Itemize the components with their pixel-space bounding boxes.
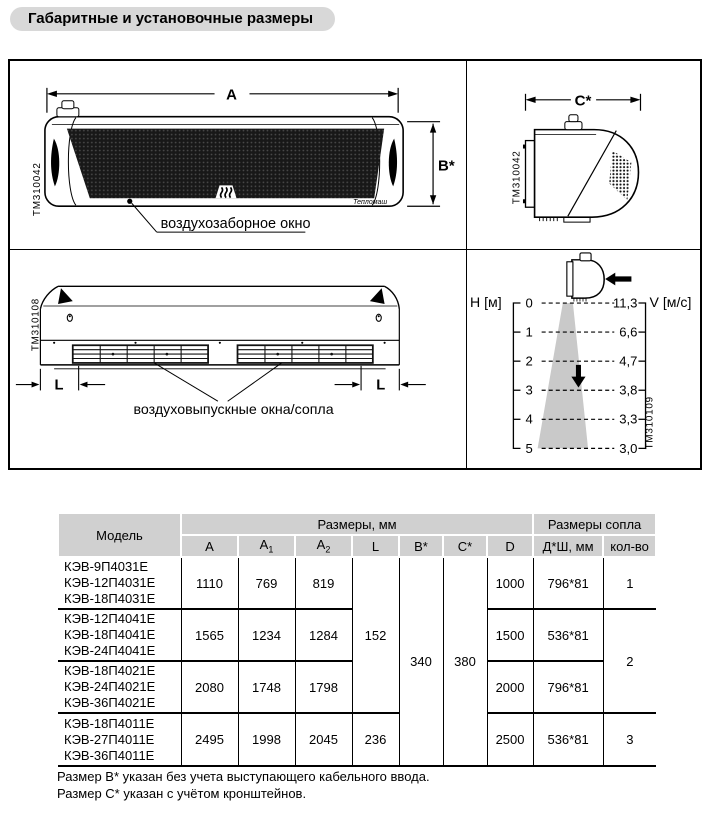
outlet-grille-right xyxy=(238,345,373,363)
right-corner-vent xyxy=(370,288,385,304)
col-header-model: Модель xyxy=(58,513,181,557)
tm-code-airflow: ТМ310109 xyxy=(644,396,656,450)
model-cell: КЭВ-18П4011Е КЭВ-27П4011Е КЭВ-36П4011Е xyxy=(58,713,181,766)
nozzle-qty-cell: 1 xyxy=(603,557,656,609)
dim-a-lines xyxy=(47,88,398,113)
unit-side-body xyxy=(523,115,638,222)
left-corner-vent xyxy=(58,288,73,304)
height-tick-4: 4 xyxy=(525,411,533,427)
dim-d-cell: 2000 xyxy=(487,661,533,713)
model-cell: КЭВ-9П4031Е КЭВ-12П4031Е КЭВ-18П4031Е xyxy=(58,557,181,609)
bottom-view-drawing xyxy=(10,250,467,468)
page-title: Габаритные и установочные размеры xyxy=(10,7,335,31)
dim-a2-cell: 2045 xyxy=(295,713,352,766)
velocity-value-5: 3,0 xyxy=(619,440,638,456)
dim-c-cell: 380 xyxy=(443,557,487,766)
dim-d-cell: 2500 xyxy=(487,713,533,766)
dim-l-lines xyxy=(16,366,426,394)
tm-code-front: ТМ310042 xyxy=(31,162,43,217)
height-tick-1: 1 xyxy=(525,324,533,340)
col-header-c: C* xyxy=(443,535,487,557)
table-row xyxy=(58,557,656,609)
footnote-c: Размер C* указан с учётом кронштейнов. xyxy=(57,785,307,801)
velocity-value-4: 3,3 xyxy=(619,411,638,427)
nozzle-size-cell: 536*81 xyxy=(533,609,603,661)
dim-b-arrow-top xyxy=(430,124,436,133)
height-tick-0: 0 xyxy=(525,295,533,311)
footnotes xyxy=(57,769,430,802)
dim-a2-cell: 1798 xyxy=(295,661,352,713)
nozzle-size-cell: 796*81 xyxy=(533,661,603,713)
dim-l-label-right: L xyxy=(376,377,386,394)
dim-a-cell: 1110 xyxy=(181,557,238,609)
col-group-dimensions: Размеры, мм xyxy=(181,513,533,535)
dim-a-label: A xyxy=(226,86,237,104)
dim-l-cell: 152 xyxy=(352,557,399,713)
dim-a1-cell: 1234 xyxy=(238,609,295,661)
nozzle-size-cell: 536*81 xyxy=(533,713,603,766)
inflow-arrow-icon xyxy=(605,273,631,286)
col-header-nozzle-size: Д*Ш, мм xyxy=(533,535,603,557)
nozzle-qty-cell: 3 xyxy=(603,713,656,766)
wall-bracket xyxy=(526,141,535,208)
outlet-grille-left xyxy=(73,345,208,363)
col-header-a2: $A_2$ xyxy=(295,535,352,557)
dim-a-cell: 1565 xyxy=(181,609,238,661)
dim-a2-cell: 1284 xyxy=(295,609,352,661)
dim-l-cell: 236 xyxy=(352,713,399,766)
dim-c-arrow-right xyxy=(630,97,640,103)
cable-gland-icon xyxy=(57,101,79,117)
col-header-nozzle-qty: кол-во xyxy=(603,535,656,557)
velocity-value-2: 4,7 xyxy=(619,353,638,369)
airflow-diagram xyxy=(467,250,700,468)
dim-a1-cell: 769 xyxy=(238,557,295,609)
dim-a1-cell: 1748 xyxy=(238,661,295,713)
col-header-a: A xyxy=(181,535,238,557)
callout-air-intake: воздухозаборное окно xyxy=(160,216,311,233)
model-cell: КЭВ-12П4041Е КЭВ-18П4041Е КЭВ-24П4041Е xyxy=(58,609,181,661)
dim-b-lines xyxy=(407,122,440,207)
dim-a1-cell: 1998 xyxy=(238,713,295,766)
dim-a-arrow-left xyxy=(47,91,57,97)
nozzle-qty-cell: 2 xyxy=(603,609,656,713)
tm-code-bottom: ТМ310108 xyxy=(30,297,42,352)
dim-d-cell: 1500 xyxy=(487,609,533,661)
dim-a-cell: 2080 xyxy=(181,661,238,713)
dim-b-arrow-bottom xyxy=(430,195,436,204)
velocity-value-3: 3,8 xyxy=(619,382,638,398)
height-tick-5: 5 xyxy=(525,440,533,456)
front-view-drawing xyxy=(10,61,467,250)
dim-d-cell: 1000 xyxy=(487,557,533,609)
dimensions-table xyxy=(57,512,657,767)
airflow-unit-icon xyxy=(567,253,604,302)
dim-c-arrow-left xyxy=(526,97,536,103)
callout-dot xyxy=(127,199,132,204)
table-row xyxy=(58,713,656,766)
side-view-drawing xyxy=(467,61,700,250)
footnote-b: Размер B* указан без учета выступающего кабельного ввода. xyxy=(57,769,430,784)
height-tick-2: 2 xyxy=(525,353,533,369)
eye-bolt-right xyxy=(376,314,381,321)
dim-l-label-left: L xyxy=(54,377,64,394)
eye-bolt-left xyxy=(67,314,72,321)
cable-gland-icon xyxy=(565,115,582,130)
brand-logo: Тепломаш xyxy=(353,199,388,207)
velocity-value-1: 6,6 xyxy=(619,324,638,340)
dim-a2-cell: 819 xyxy=(295,557,352,609)
dim-a-cell: 2495 xyxy=(181,713,238,766)
dim-c-label: C* xyxy=(574,92,592,110)
col-header-b: B* xyxy=(399,535,443,557)
dim-a-arrow-right xyxy=(388,91,398,97)
callout-air-outlet: воздуховыпускные окна/сопла xyxy=(133,401,334,418)
model-cell: КЭВ-18П4021Е КЭВ-24П4021Е КЭВ-36П4021Е xyxy=(58,661,181,713)
col-header-d: D xyxy=(487,535,533,557)
unit-front-body xyxy=(45,101,403,206)
velocity-value-0: 11,3 xyxy=(612,295,638,311)
h-axis-label: H [м] xyxy=(470,294,502,310)
drawings-panel xyxy=(8,59,702,470)
col-group-nozzle: Размеры сопла xyxy=(533,513,656,535)
nozzle-size-cell: 796*81 xyxy=(533,557,603,609)
dim-b-label: B* xyxy=(438,157,455,175)
height-tick-3: 3 xyxy=(525,382,533,398)
v-axis-label: V [м/с] xyxy=(649,294,692,310)
col-header-a1: $A_1$ xyxy=(238,535,295,557)
dim-b-cell: 340 xyxy=(399,557,443,766)
h-axis-bracket xyxy=(513,303,520,448)
tm-code-side: ТМ310042 xyxy=(511,150,523,205)
col-header-l: L xyxy=(352,535,399,557)
